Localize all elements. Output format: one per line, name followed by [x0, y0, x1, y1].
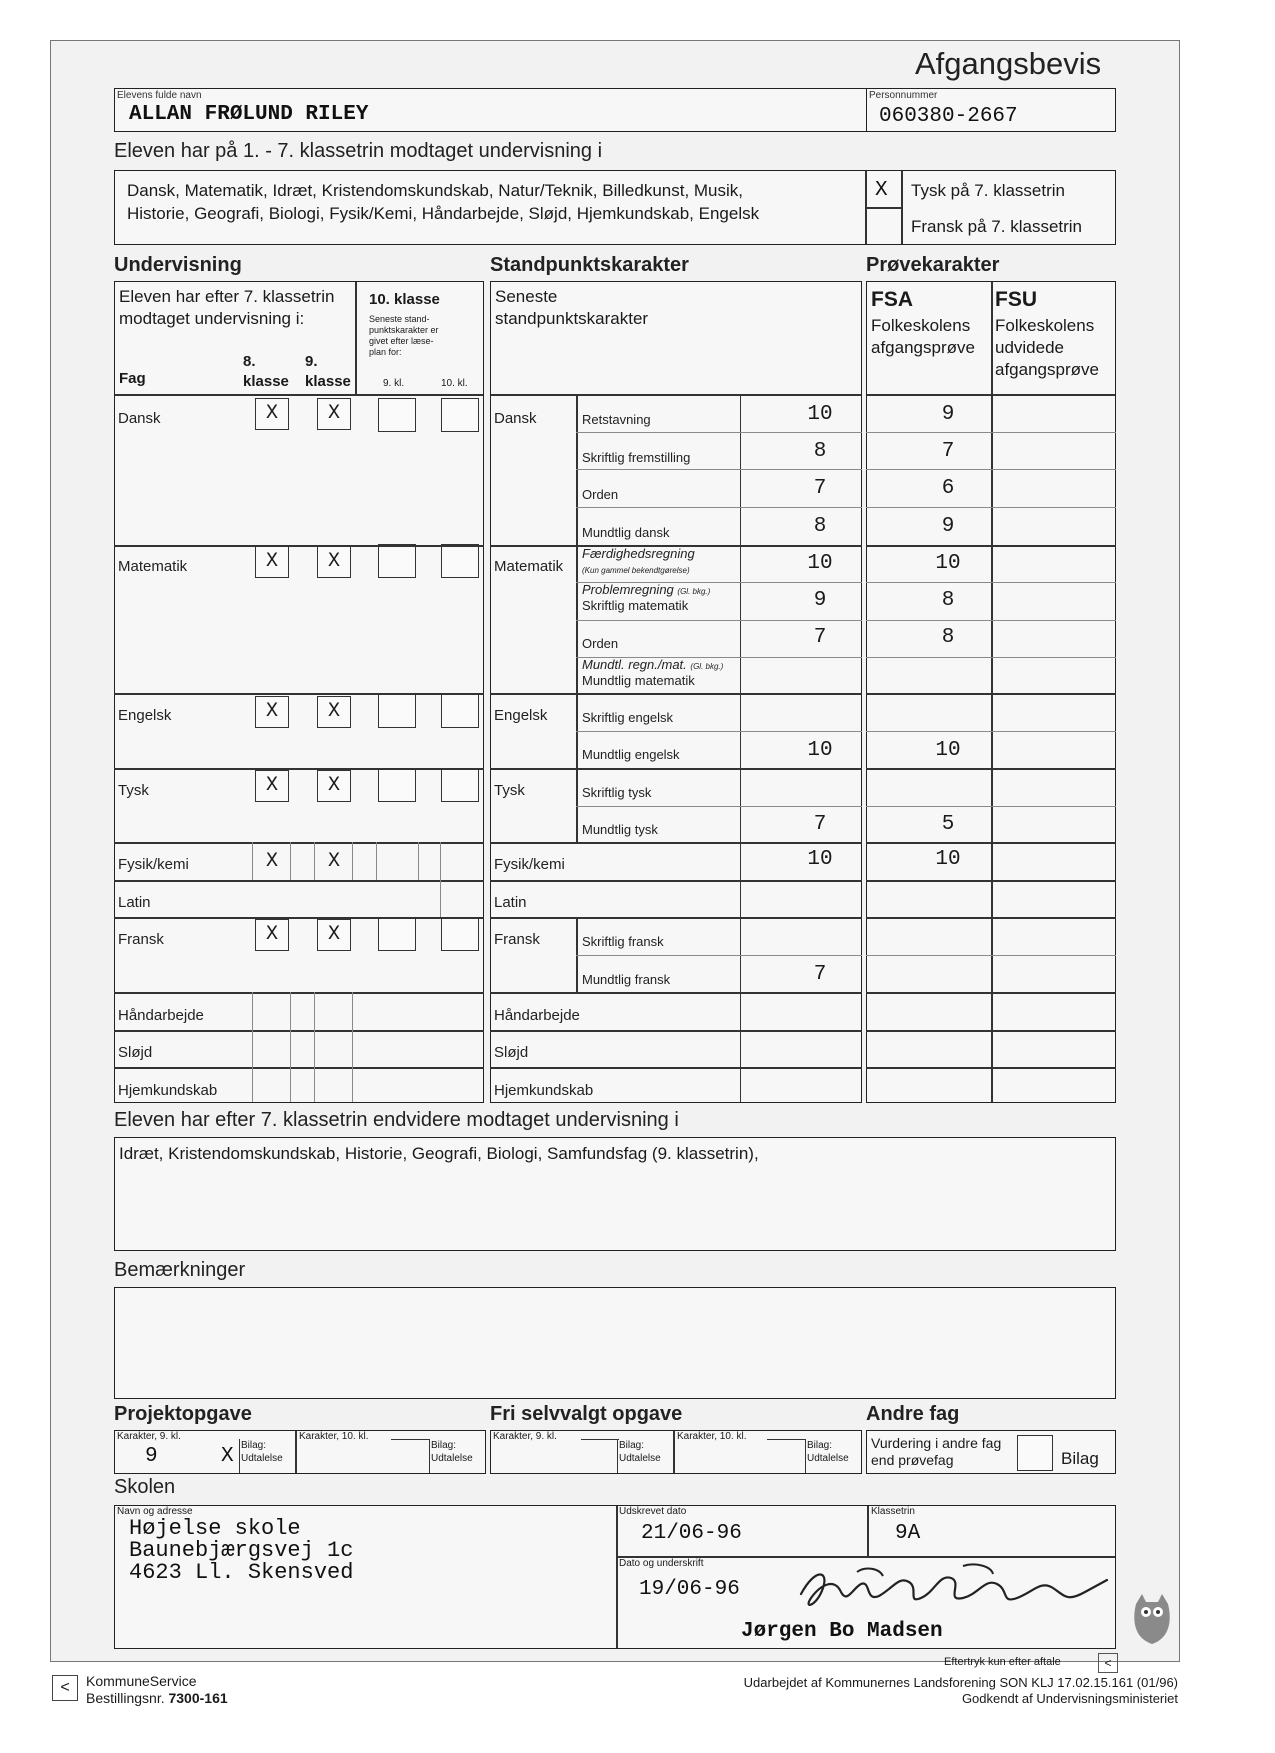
andre-box	[866, 1430, 1116, 1474]
eng-8-checkbox[interactable]: X	[255, 696, 289, 728]
dansk-10-10kl-checkbox[interactable]	[441, 398, 479, 432]
further-heading: Eleven har efter 7. klassetrin endvidere modtaget undervisning i	[114, 1109, 679, 1131]
mat-9-checkbox[interactable]: X	[317, 546, 351, 578]
fri-bilag-label2: Udtalelse	[619, 1453, 661, 1464]
projekt-kar9-label: Karakter, 9. kl.	[117, 1431, 181, 1442]
col-9: 9.	[305, 353, 318, 370]
sp-problemregning-note: (Gl. bkg.)	[677, 587, 711, 596]
subjects-line2: Historie, Geografi, Biologi, Fysik/Kemi, Håndarbejde, Sløjd, Hjemkundskab, Engelsk	[127, 204, 760, 223]
col-8: 8.	[243, 353, 256, 370]
bestilling-line	[86, 1690, 228, 1707]
klasse-value: 9A	[895, 1522, 921, 1545]
fsa-mundtlig-dansk-grade: 9	[941, 515, 955, 538]
sp-problemregning-label	[582, 582, 710, 597]
projekt-bilag-label2: Udtalelse	[241, 1453, 283, 1464]
sp-sloejd: Sløjd	[494, 1044, 529, 1061]
sp-skriftlig-mat-grade: 9	[813, 589, 827, 612]
col-9-klasse: klasse	[305, 373, 351, 390]
sp-mundtlig-dansk-label: Mundtlig dansk	[582, 525, 670, 540]
fsu-line1: Folkeskolens	[995, 316, 1095, 335]
owl-logo-icon	[1132, 1590, 1172, 1646]
sp-mat-orden-label: Orden	[582, 636, 619, 651]
mat-8-checkbox[interactable]: X	[255, 546, 289, 578]
fsu-title: FSU	[995, 288, 1037, 311]
andre-bilag-label: Bilag	[1061, 1449, 1099, 1468]
dansk-8-checkbox[interactable]: X	[255, 398, 289, 430]
eng-10-9kl-checkbox[interactable]	[378, 694, 416, 728]
footer-udarbejdet: Udarbejdet af Kommunernes Landsforening SON KLJ 17.02.15.161 (01/96)	[743, 1675, 1178, 1690]
sp-faerdighedsregning-label: Færdighedsregning	[582, 546, 695, 561]
fri-title: Fri selvvalgt opgave	[490, 1403, 683, 1425]
cpr-label: Personnummer	[869, 90, 938, 101]
fsa-title: FSA	[871, 288, 913, 311]
klasse-label: Klassetrin	[871, 1506, 915, 1517]
name-field	[114, 88, 870, 132]
sp-problemregning-text: Problemregning	[582, 582, 674, 597]
fsa-faerdighed-grade: 10	[935, 552, 961, 575]
document-title: Afgangsbevis	[915, 46, 1102, 81]
standpunkt-head2: standpunktskarakter	[495, 309, 649, 328]
further-box	[114, 1137, 1116, 1251]
andre-text2: end prøvefag	[871, 1452, 954, 1468]
sp-fysik-grade: 10	[807, 848, 833, 871]
fag-tysk: Tysk	[118, 782, 149, 799]
fransk-9-checkbox[interactable]: X	[317, 919, 351, 951]
remarks-box[interactable]	[114, 1287, 1116, 1399]
dansk-9-checkbox[interactable]: X	[317, 398, 351, 430]
sp-mundtlig-tysk-grade: 7	[813, 813, 827, 836]
signer-name: Jørgen Bo Madsen	[741, 1620, 943, 1643]
dansk-10-9kl-checkbox[interactable]	[378, 398, 416, 432]
fsu-line2: udvidede	[995, 338, 1065, 357]
proeve-table	[866, 281, 1116, 1103]
sp-mat-orden-grade: 7	[813, 626, 827, 649]
sp-skriftlig-fremstilling-label: Skriftlig fremstilling	[582, 450, 691, 465]
fri-kar10-label: Karakter, 10. kl.	[677, 1431, 747, 1442]
sp-dansk: Dansk	[494, 410, 537, 427]
projekt-bilag10-label2: Udtalelse	[431, 1453, 473, 1464]
projekt-kar10-label: Karakter, 10. kl.	[299, 1431, 369, 1442]
fsa-skriftlig-grade: 7	[941, 440, 955, 463]
dato-label: Dato og underskrift	[619, 1558, 704, 1569]
andre-bilag-checkbox[interactable]	[1017, 1435, 1053, 1471]
sp-skriftlig-fransk-label: Skriftlig fransk	[582, 934, 664, 949]
name-label: Elevens fulde navn	[117, 90, 202, 101]
tenth-note1: Seneste stand-	[369, 314, 430, 324]
sp-skriftlig-grade: 8	[813, 440, 827, 463]
projekt-title: Projektopgave	[114, 1403, 252, 1425]
proeve-title: Prøvekarakter	[866, 254, 1000, 276]
undervisning-intro2: modtaget undervisning i:	[119, 309, 305, 328]
projekt-bilag10-label1: Bilag:	[431, 1440, 457, 1451]
cpr-number: 060380-2667	[879, 105, 1018, 128]
signature	[795, 1558, 1115, 1618]
sp-fysik-kemi: Fysik/kemi	[494, 856, 565, 873]
sp-skriftlig-engelsk-label: Skriftlig engelsk	[582, 710, 674, 725]
tysk-10-10kl-checkbox[interactable]	[441, 768, 479, 802]
fri-bilag-label1: Bilag:	[619, 1440, 645, 1451]
fag-hjemkundskab: Hjemkundskab	[118, 1082, 218, 1099]
fys-9-checkbox[interactable]: X	[327, 850, 340, 873]
fransk-8-checkbox[interactable]: X	[255, 919, 289, 951]
col-10kl: 10. kl.	[441, 378, 468, 389]
fag-latin: Latin	[118, 894, 151, 911]
fsa-fysik-grade: 10	[935, 848, 961, 871]
bestilling-number: 7300-161	[168, 1690, 228, 1706]
projekt-kar9-value: 9	[145, 1445, 158, 1468]
sp-mundtlig-fransk-label: Mundtlig fransk	[582, 972, 671, 987]
mat-10-9kl-checkbox[interactable]	[378, 544, 416, 578]
fsa-mundtlig-engelsk-grade: 10	[935, 739, 961, 762]
eng-10-10kl-checkbox[interactable]	[441, 694, 479, 728]
remarks-heading: Bemærkninger	[114, 1259, 246, 1281]
sp-haandarbejde: Håndarbejde	[494, 1007, 580, 1024]
sp-mundtl-regn-note: (Gl. bkg.)	[690, 662, 724, 671]
sp-mundtlig-fransk-grade: 7	[813, 963, 827, 986]
fsu-line3: afgangsprøve	[995, 360, 1099, 379]
udskrevet-date: 21/06-96	[641, 1522, 742, 1545]
projekt-box	[114, 1430, 486, 1474]
german-checkbox-mark: X	[875, 179, 888, 202]
fag-matematik: Matematik	[118, 558, 188, 575]
tysk-8-checkbox[interactable]: X	[255, 770, 289, 802]
skolen-addr-label: Navn og adresse	[117, 1506, 193, 1517]
sp-mundtl-regn-label	[582, 657, 723, 672]
sp-hjemkundskab: Hjemkundskab	[494, 1082, 594, 1099]
fag-engelsk: Engelsk	[118, 707, 172, 724]
sp-faerdighed-note: (Kun gammel bekendtgørelse)	[582, 566, 690, 575]
fsa-skriftlig-mat-grade: 8	[941, 589, 955, 612]
fys-8-checkbox[interactable]: X	[265, 850, 278, 873]
fri-box	[490, 1430, 862, 1474]
kommuneservice-text: KommuneService	[86, 1673, 197, 1689]
skolen-title: Skolen	[114, 1476, 176, 1498]
sp-retstavning-grade: 10	[807, 403, 833, 426]
projekt-bilag-label1: Bilag:	[241, 1440, 267, 1451]
undervisning-intro1: Eleven har efter 7. klassetrin	[119, 287, 335, 306]
tysk-9-checkbox[interactable]: X	[317, 770, 351, 802]
tenth-note2: punktskarakter er	[369, 325, 439, 335]
fsa-retstavning-grade: 9	[941, 403, 955, 426]
fsa-orden-grade: 6	[941, 477, 955, 500]
undervisning-table	[114, 281, 484, 1103]
school-city: 4623 Ll. Skensved	[129, 1560, 354, 1585]
german-label: Tysk på 7. klassetrin	[911, 181, 1066, 200]
sp-mundtlig-matematik-label: Mundtlig matematik	[582, 673, 695, 688]
eftertryk-text: Eftertryk kun efter aftale	[944, 1656, 1061, 1668]
tenth-class-title: 10. klasse	[369, 291, 440, 308]
sp-tysk: Tysk	[494, 782, 525, 799]
subjects-line1: Dansk, Matematik, Idræt, Kristendomskundskab, Natur/Teknik, Billedkunst, Musik,	[127, 181, 744, 200]
fri-bilag10-label1: Bilag:	[807, 1440, 833, 1451]
fag-dansk: Dansk	[118, 410, 161, 427]
fag-fysik-kemi: Fysik/kemi	[118, 856, 189, 873]
col-9kl: 9. kl.	[383, 378, 405, 389]
ks-small-logo-icon: <	[1098, 1653, 1118, 1673]
sp-mundtl-regn-text: Mundtl. regn./mat.	[582, 657, 687, 672]
sp-skriftlig-matematik-label: Skriftlig matematik	[582, 598, 689, 613]
sp-mundtlig-tysk-label: Mundtlig tysk	[582, 822, 658, 837]
school-name: Højelse skole	[129, 1516, 301, 1541]
footer-godkendt: Godkendt af Undervisningsministeriet	[961, 1691, 1178, 1706]
further-text: Idræt, Kristendomskundskab, Historie, Geografi, Biologi, Samfundsfag (9. klassetrin),	[119, 1144, 759, 1163]
school-street: Baunebjærgsvej 1c	[129, 1538, 354, 1563]
sp-mundtlig-engelsk-label: Mundtlig engelsk	[582, 747, 680, 762]
sp-engelsk: Engelsk	[494, 707, 548, 724]
grades1to7-box	[114, 170, 1116, 245]
andre-title: Andre fag	[866, 1403, 960, 1425]
projekt-bilag-mark: X	[221, 1445, 234, 1468]
sp-matematik: Matematik	[494, 558, 564, 575]
col-fag: Fag	[119, 370, 146, 387]
fsa-mat-orden-grade: 8	[941, 626, 955, 649]
tysk-10-9kl-checkbox[interactable]	[378, 768, 416, 802]
fag-sloejd: Sløjd	[118, 1044, 153, 1061]
fsa-line1: Folkeskolens	[871, 316, 971, 335]
andre-text1: Vurdering i andre fag	[871, 1435, 1002, 1451]
fri-bilag10-label2: Udtalelse	[807, 1453, 849, 1464]
mat-10-10kl-checkbox[interactable]	[441, 544, 479, 578]
fri-kar9-label: Karakter, 9. kl.	[493, 1431, 557, 1442]
sp-orden-label: Orden	[582, 487, 619, 502]
french-label: Fransk på 7. klassetrin	[911, 217, 1083, 236]
sp-retstavning-label: Retstavning	[582, 412, 651, 427]
sp-skriftlig-tysk-label: Skriftlig tysk	[582, 785, 652, 800]
fsa-line2: afgangsprøve	[871, 338, 975, 357]
tenth-note4: plan for:	[369, 347, 402, 357]
cpr-field	[866, 88, 1116, 132]
skolen-box	[114, 1505, 1116, 1649]
sp-orden-grade: 7	[813, 477, 827, 500]
kommuneservice-logo-icon: <	[52, 1675, 78, 1701]
student-name: ALLAN FRØLUND RILEY	[129, 103, 369, 126]
fag-fransk: Fransk	[118, 931, 164, 948]
sp-fransk: Fransk	[494, 931, 540, 948]
grades1to7-heading: Eleven har på 1. - 7. klassetrin modtaget undervisning i	[114, 140, 603, 162]
udskrevet-label: Udskrevet dato	[619, 1506, 687, 1517]
sp-faerdighed-grade: 10	[807, 552, 833, 575]
eng-9-checkbox[interactable]: X	[317, 696, 351, 728]
standpunkt-head1: Seneste	[495, 287, 558, 306]
undervisning-title: Undervisning	[114, 254, 242, 276]
bestilling-label: Bestillingsnr.	[86, 1690, 165, 1706]
sp-mundtlig-engelsk-grade: 10	[807, 739, 833, 762]
fag-haandarbejde: Håndarbejde	[118, 1007, 204, 1024]
dato-value: 19/06-96	[639, 1578, 740, 1601]
tenth-note3: givet efter læse-	[369, 336, 434, 346]
sp-latin: Latin	[494, 894, 527, 911]
sp-mundtlig-dansk-grade: 8	[813, 515, 827, 538]
fransk-10-10kl-checkbox[interactable]	[441, 917, 479, 951]
standpunkt-title: Standpunktskarakter	[490, 254, 689, 276]
col-8-klasse: klasse	[243, 373, 289, 390]
fransk-10-9kl-checkbox[interactable]	[378, 917, 416, 951]
fsa-mundtlig-tysk-grade: 5	[941, 813, 955, 836]
